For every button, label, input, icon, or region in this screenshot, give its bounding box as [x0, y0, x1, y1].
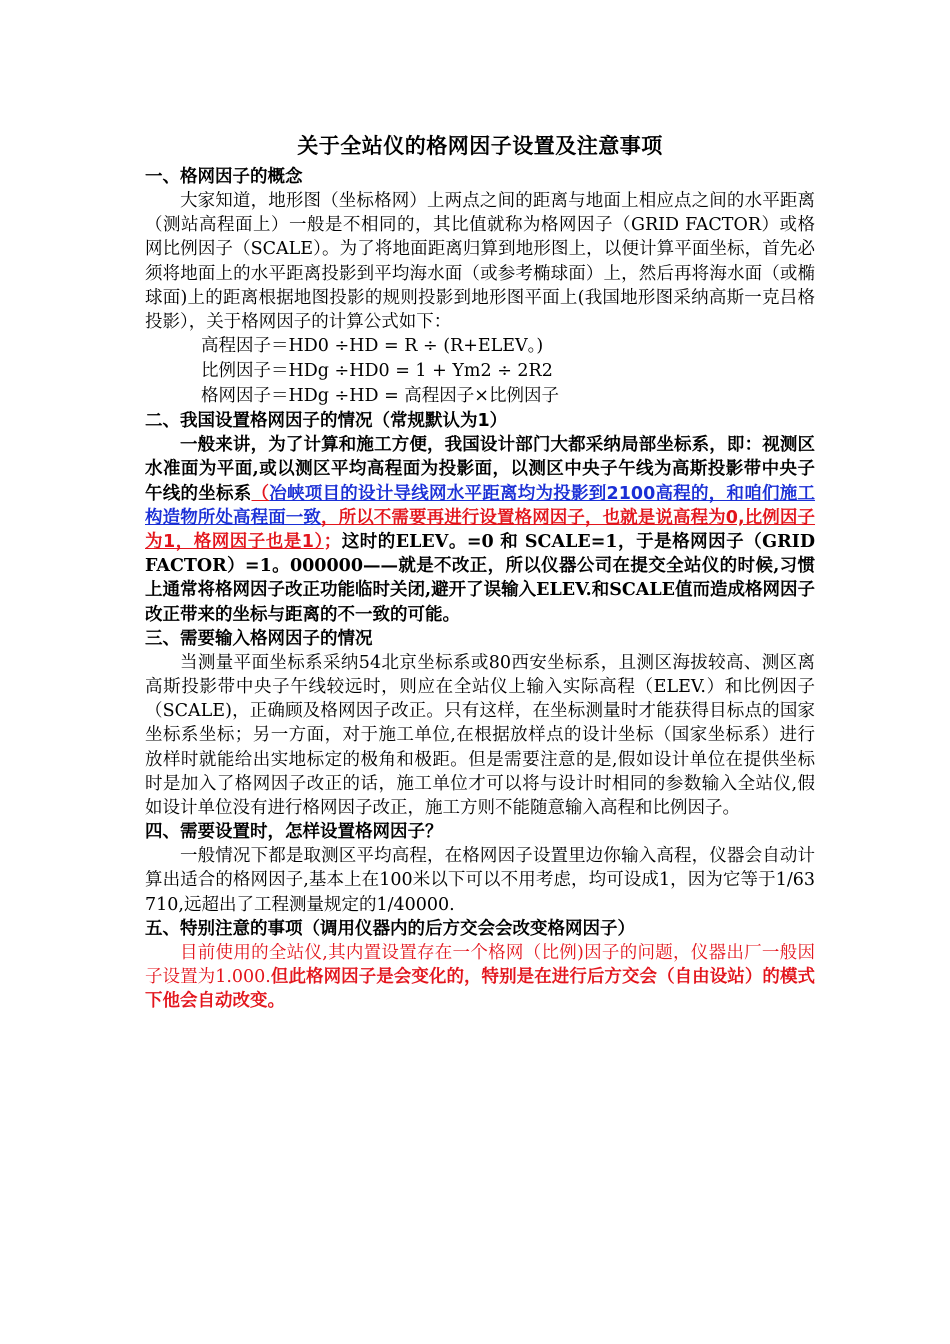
formula-scale-factor: 比例因子＝HDg ÷HD0 = 1 + Ym2 ÷ 2R2 — [201, 361, 553, 382]
section-2-note-open: （ — [251, 483, 270, 504]
section-4-heading: 四、需要设置时，怎样设置格网因子？ — [145, 822, 443, 843]
section-2-text-a: 一般来讲，为了计算和施工方便，我国设计部门大都采纳局部坐标系，即：视测区水准面为平面,或以测区平均高程面为投影面，以测区中央子午线为高斯投影带中央子午线的坐标系 — [145, 435, 815, 504]
document-title: 关于全站仪的格网因子设置及注意事项 — [297, 134, 663, 158]
section-1-heading: 一、格网因子的概念 — [145, 167, 303, 187]
section-4-paragraph: 一般情况下都是取测区平均高程，在格网因子设置里边你输入高程，仪器会自动计算出适合的格网因子,基本上在100米以下可以不用考虑，均可设成1，因为它等于1/63710,远超出了工程测量规定的1/40000. — [145, 846, 815, 915]
section-2-text-b: 这时的ELEV。=0 和 SCALE=1，于是格网因子（GRID FACTOR）=1。000000——就是不改正，所以仪器公司在提交全站仪的时候,习惯上通常将格网因子改正功能临时关闭,避开了误输入ELEV.和SCALE值而造成格网因子改正带来的坐标与距离的不一致的可能。 — [145, 532, 815, 625]
section-3-heading: 三、需要输入格网因子的情况 — [145, 628, 373, 649]
section-5-text-red: 目前使用的全站仪,其内置设置存在一个格网（比例)因子的问题，仪器出厂一般因子设置为1.000. — [145, 942, 815, 988]
formula-grid-factor: 格网因子＝HDg ÷HD = 高程因子×比例因子 — [201, 386, 559, 407]
section-2-heading: 二、我国设置格网因子的情况（常规默认为1） — [145, 411, 508, 432]
section-5-heading: 五、特别注意的事项（调用仪器内的后方交会会改变格网因子） — [145, 918, 635, 939]
section-5-paragraph — [145, 941, 815, 1014]
section-2-note-semicolon: ； — [323, 532, 342, 553]
section-2-note-red: ，所以不需要再进行设置格网因子，也就是说高程为0,比例因子为1，格网因子也是1） — [145, 507, 816, 553]
section-1-paragraph: 大家知道，地形图（坐标格网）上两点之间的距离与地面上相应点之间的水平距离（测站高程面上）一般是不相同的，其比值就称为格网因子（GRID FACTOR）或格网比例因子（SCALE）。为了将地面距离归算到地形图上，以便计算平面坐标，首先必须将地面上的水平距离投影到平均海水面（或参考椭球面）上，然后再将海水面（或椭球面)上的距离根据地图投影的规则投影到地形图平面上(我国地形图采纳高斯一克吕格投影），关于格网因子的计算公式如下： — [145, 191, 815, 333]
section-2-note-blue: 冶峡项目的设计导线网水平距离均为投影到2100高程的，和咱们施工构造物所处高程面一致 — [145, 483, 816, 528]
document-page — [145, 130, 815, 1013]
section-2-paragraph — [145, 433, 815, 627]
section-3-paragraph: 当测量平面坐标系采纳54北京坐标系或80西安坐标系，且测区海拔较高、测区离高斯投影带中央子午线较远时，则应在全站仪上输入实际高程（ELEV.）和比例因子（SCALE)，正确顾及格网因子改正。只有这样，在坐标测量时才能获得目标点的国家坐标系坐标；另一方面，对于施工单位,在根据放样点的设计坐标（国家坐标系）进行放样时就能给出实地标定的极角和极距。但是需要注意的是,假如设计单位在提供坐标时是加入了格网因子改正的话，施工单位才可以将与设计时相同的参数输入全站仪,假如设计单位没有进行格网因子改正，施工方则不能随意输入高程和比例因子。 — [145, 652, 815, 819]
section-5-text-red-bold: 但此格网因子是会变化的，特别是在进行后方交会（自由设站）的模式下他会自动改变。 — [145, 967, 815, 1012]
formula-elevation-factor: 高程因子＝HD0 ÷HD = R ÷ (R+ELEV。) — [201, 336, 544, 357]
